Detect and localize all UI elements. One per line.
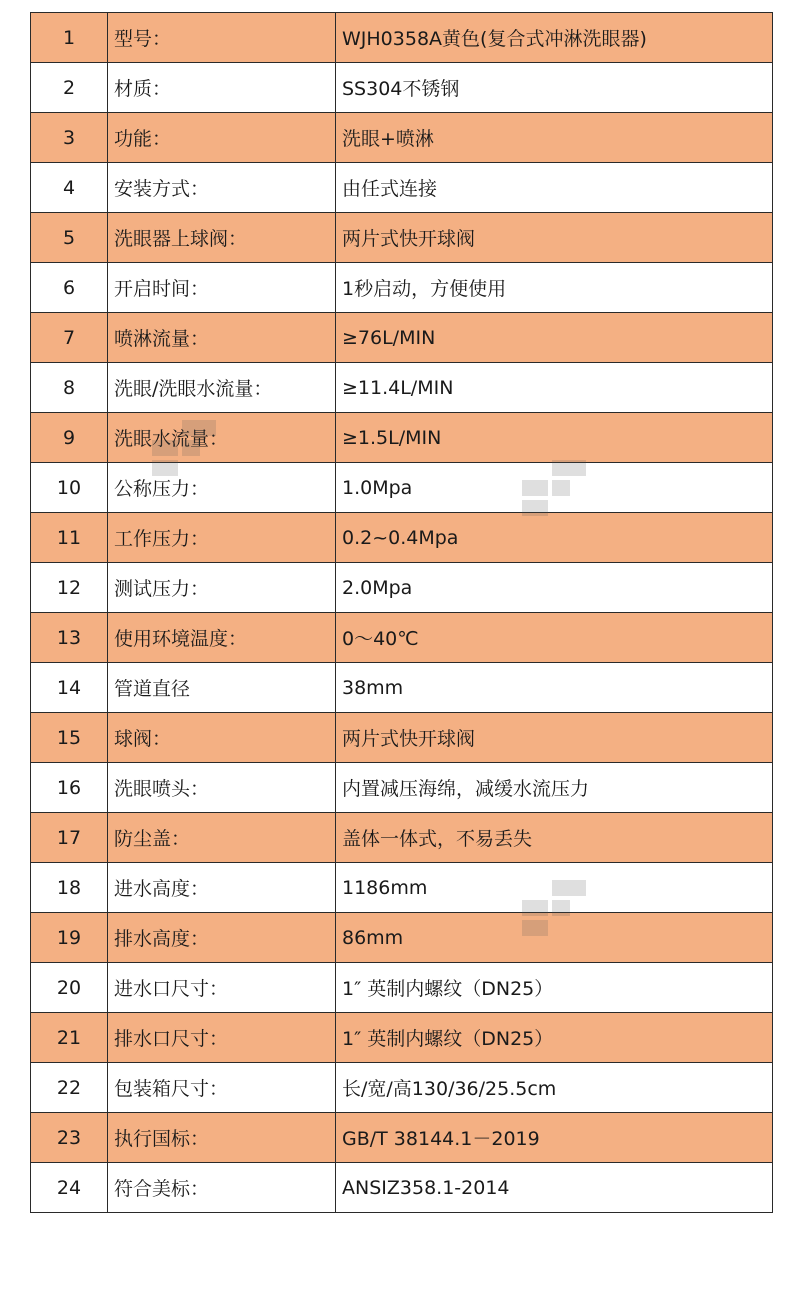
spec-value-cell: 1.0Mpa <box>336 463 773 513</box>
table-row <box>31 113 773 163</box>
row-number-cell: 12 <box>31 563 108 613</box>
row-number-cell: 13 <box>31 613 108 663</box>
spec-value-cell: ≥11.4L/MIN <box>336 363 773 413</box>
table-row <box>31 63 773 113</box>
table-row <box>31 13 773 63</box>
spec-label-cell: 测试压力： <box>108 563 336 613</box>
table-row <box>31 863 773 913</box>
table-row <box>31 1013 773 1063</box>
table-row <box>31 1163 773 1213</box>
spec-label-cell: 喷淋流量： <box>108 313 336 363</box>
spec-value-cell: 洗眼+喷淋 <box>336 113 773 163</box>
spec-value-cell: 2.0Mpa <box>336 563 773 613</box>
table-row <box>31 713 773 763</box>
spec-label-cell: 进水口尺寸： <box>108 963 336 1013</box>
spec-value-cell: ANSIZ358.1-2014 <box>336 1163 773 1213</box>
table-row <box>31 463 773 513</box>
row-number-cell: 20 <box>31 963 108 1013</box>
spec-value-cell: 1秒启动，方便使用 <box>336 263 773 313</box>
spec-value-cell: ≥76L/MIN <box>336 313 773 363</box>
row-number-cell: 22 <box>31 1063 108 1113</box>
spec-label-cell: 洗眼水流量： <box>108 413 336 463</box>
spec-label-cell: 型号： <box>108 13 336 63</box>
table-row <box>31 763 773 813</box>
row-number-cell: 6 <box>31 263 108 313</box>
spec-value-cell: 盖体一体式，不易丢失 <box>336 813 773 863</box>
table-row <box>31 963 773 1013</box>
row-number-cell: 15 <box>31 713 108 763</box>
spec-value-cell: 两片式快开球阀 <box>336 213 773 263</box>
row-number-cell: 19 <box>31 913 108 963</box>
row-number-cell: 17 <box>31 813 108 863</box>
row-number-cell: 2 <box>31 63 108 113</box>
row-number-cell: 5 <box>31 213 108 263</box>
row-number-cell: 4 <box>31 163 108 213</box>
spec-label-cell: 材质： <box>108 63 336 113</box>
row-number-cell: 8 <box>31 363 108 413</box>
row-number-cell: 16 <box>31 763 108 813</box>
row-number-cell: 24 <box>31 1163 108 1213</box>
spec-label-cell: 管道直径 <box>108 663 336 713</box>
table-row <box>31 213 773 263</box>
spec-value-cell: 0.2~0.4Mpa <box>336 513 773 563</box>
row-number-cell: 18 <box>31 863 108 913</box>
spec-label-cell: 防尘盖： <box>108 813 336 863</box>
spec-label-cell: 洗眼/洗眼水流量： <box>108 363 336 413</box>
spec-value-cell: 1186mm <box>336 863 773 913</box>
spec-label-cell: 工作压力： <box>108 513 336 563</box>
row-number-cell: 11 <box>31 513 108 563</box>
spec-value-cell: SS304不锈钢 <box>336 63 773 113</box>
spec-value-cell: 38mm <box>336 663 773 713</box>
table-row <box>31 563 773 613</box>
table-row <box>31 1113 773 1163</box>
row-number-cell: 14 <box>31 663 108 713</box>
row-number-cell: 23 <box>31 1113 108 1163</box>
spec-value-cell: 86mm <box>336 913 773 963</box>
spec-label-cell: 公称压力： <box>108 463 336 513</box>
table-row <box>31 613 773 663</box>
table-row <box>31 663 773 713</box>
spec-value-cell: 1″ 英制内螺纹（DN25） <box>336 1013 773 1063</box>
row-number-cell: 9 <box>31 413 108 463</box>
spec-label-cell: 进水高度： <box>108 863 336 913</box>
spec-table-body <box>31 13 773 1213</box>
spec-value-cell: WJH0358A黄色(复合式冲淋洗眼器) <box>336 13 773 63</box>
row-number-cell: 7 <box>31 313 108 363</box>
table-row <box>31 363 773 413</box>
row-number-cell: 21 <box>31 1013 108 1063</box>
spec-value-cell: 内置减压海绵，减缓水流压力 <box>336 763 773 813</box>
table-row <box>31 263 773 313</box>
table-row <box>31 163 773 213</box>
spec-value-cell: 两片式快开球阀 <box>336 713 773 763</box>
spec-table <box>30 12 773 1213</box>
table-row <box>31 413 773 463</box>
spec-label-cell: 排水口尺寸： <box>108 1013 336 1063</box>
spec-label-cell: 洗眼喷头： <box>108 763 336 813</box>
spec-label-cell: 执行国标： <box>108 1113 336 1163</box>
row-number-cell: 3 <box>31 113 108 163</box>
table-row <box>31 913 773 963</box>
spec-value-cell: 0～40℃ <box>336 613 773 663</box>
spec-value-cell: 由任式连接 <box>336 163 773 213</box>
spec-label-cell: 球阀： <box>108 713 336 763</box>
table-row <box>31 813 773 863</box>
spec-label-cell: 洗眼器上球阀： <box>108 213 336 263</box>
row-number-cell: 1 <box>31 13 108 63</box>
table-row <box>31 313 773 363</box>
spec-value-cell: GB/T 38144.1－2019 <box>336 1113 773 1163</box>
table-row <box>31 1063 773 1113</box>
table-row <box>31 513 773 563</box>
spec-label-cell: 功能： <box>108 113 336 163</box>
row-number-cell: 10 <box>31 463 108 513</box>
spec-label-cell: 开启时间： <box>108 263 336 313</box>
spec-label-cell: 符合美标： <box>108 1163 336 1213</box>
spec-label-cell: 排水高度： <box>108 913 336 963</box>
spec-value-cell: 长/宽/高130/36/25.5cm <box>336 1063 773 1113</box>
spec-label-cell: 包装箱尺寸： <box>108 1063 336 1113</box>
spec-label-cell: 安装方式： <box>108 163 336 213</box>
spec-value-cell: ≥1.5L/MIN <box>336 413 773 463</box>
spec-value-cell: 1″ 英制内螺纹（DN25） <box>336 963 773 1013</box>
spec-label-cell: 使用环境温度： <box>108 613 336 663</box>
